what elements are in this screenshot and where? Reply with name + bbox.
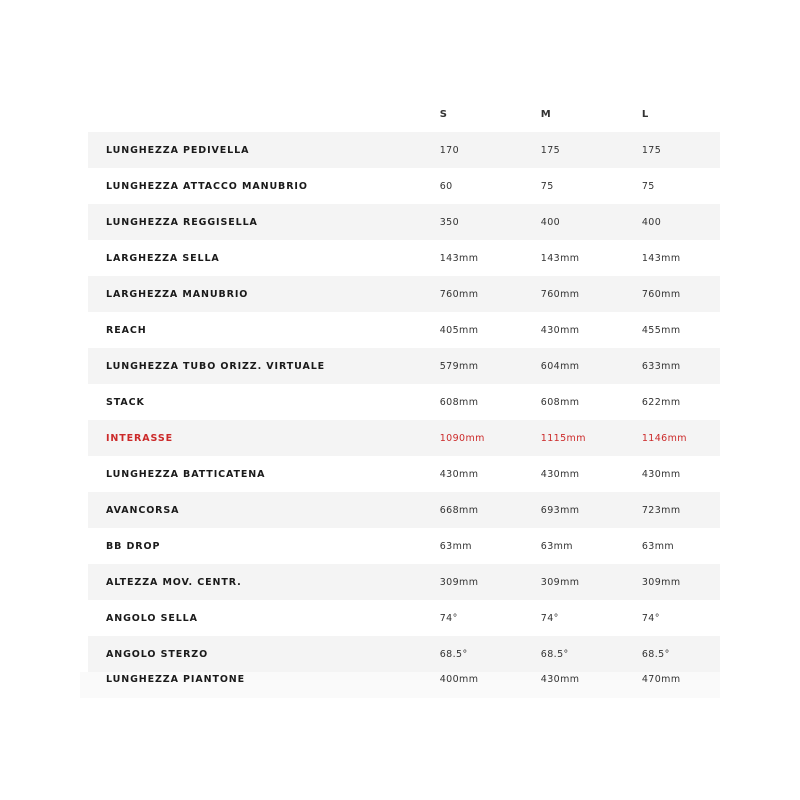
table-row-reach: [80, 312, 720, 348]
value-m: 400: [540, 216, 561, 228]
value-s: 400mm: [439, 674, 479, 685]
row-label: LUNGHEZZA PEDIVELLA: [106, 144, 250, 156]
column-header-s: S: [439, 108, 448, 120]
table-row-interasse: [80, 420, 720, 456]
row-label: ALTEZZA MOV. CENTR.: [106, 576, 242, 588]
value-s: 668mm: [439, 504, 479, 516]
table-row-altezza-mov-centr: [80, 564, 720, 600]
table-row-lunghezza-pedivella: [80, 132, 720, 168]
value-m: 608mm: [540, 396, 580, 408]
row-label: LUNGHEZZA REGGISELLA: [106, 216, 258, 228]
table-row-larghezza-manubrio: [80, 276, 720, 312]
value-s: 1090mm: [439, 432, 485, 444]
table-row-stack: [80, 384, 720, 420]
row-label: AVANCORSA: [106, 504, 180, 516]
value-l: 760mm: [641, 288, 681, 300]
row-label: LUNGHEZZA BATTICATENA: [106, 468, 266, 480]
row-label: INTERASSE: [106, 432, 173, 444]
row-label: LUNGHEZZA ATTACCO MANUBRIO: [106, 180, 308, 192]
value-l: 633mm: [641, 360, 681, 372]
value-m: 74°: [540, 612, 559, 624]
value-l: 1146mm: [641, 432, 687, 444]
table-row-lunghezza-attacco-manubrio: [80, 168, 720, 204]
value-l: 723mm: [641, 504, 681, 516]
value-m: 430mm: [540, 674, 580, 685]
value-s: 63mm: [439, 540, 472, 552]
value-s: 170: [439, 144, 460, 156]
row-label: REACH: [106, 324, 147, 336]
value-m: 1115mm: [540, 432, 586, 444]
value-s: 579mm: [439, 360, 479, 372]
value-s: 143mm: [439, 252, 479, 264]
row-label: STACK: [106, 396, 145, 408]
value-l: 455mm: [641, 324, 681, 336]
value-s: 430mm: [439, 468, 479, 480]
table-row-avancorsa: [80, 492, 720, 528]
table-row-lunghezza-batticatena: [80, 456, 720, 492]
value-l: 470mm: [641, 674, 681, 685]
value-s: 760mm: [439, 288, 479, 300]
table-row-angolo-sella: [80, 600, 720, 636]
table-row-lunghezza-piantone: [80, 672, 720, 698]
value-m: 760mm: [540, 288, 580, 300]
value-l: 143mm: [641, 252, 681, 264]
table-row-lunghezza-tubo-orizz-virtuale: [80, 348, 720, 384]
value-l: 622mm: [641, 396, 681, 408]
row-label: LUNGHEZZA TUBO ORIZZ. VIRTUALE: [106, 360, 326, 372]
row-label: ANGOLO SELLA: [106, 612, 198, 624]
value-s: 350: [439, 216, 460, 228]
column-header-m: M: [540, 108, 552, 120]
value-s: 405mm: [439, 324, 479, 336]
value-m: 75: [540, 180, 554, 192]
value-m: 693mm: [540, 504, 580, 516]
row-label: LUNGHEZZA PIANTONE: [106, 674, 246, 685]
value-l: 68.5°: [641, 648, 670, 660]
value-s: 309mm: [439, 576, 479, 588]
value-l: 400: [641, 216, 662, 228]
table-row-angolo-sterzo: [80, 636, 720, 672]
value-l: 63mm: [641, 540, 675, 552]
value-s: 608mm: [439, 396, 479, 408]
table-row-larghezza-sella: [80, 240, 720, 276]
value-l: 430mm: [641, 468, 681, 480]
value-s: 60: [439, 180, 453, 192]
value-m: 68.5°: [540, 648, 569, 660]
row-label: LARGHEZZA MANUBRIO: [106, 288, 249, 300]
value-s: 68.5°: [439, 648, 468, 660]
value-m: 143mm: [540, 252, 580, 264]
geometry-table: [80, 96, 720, 698]
value-s: 74°: [439, 612, 458, 624]
row-label: ANGOLO STERZO: [106, 648, 209, 660]
row-label: LARGHEZZA SELLA: [106, 252, 220, 264]
value-m: 430mm: [540, 324, 580, 336]
table-row-lunghezza-reggisella: [80, 204, 720, 240]
table-header: [80, 96, 720, 132]
value-l: 309mm: [641, 576, 681, 588]
value-l: 74°: [641, 612, 660, 624]
value-m: 63mm: [540, 540, 573, 552]
value-m: 309mm: [540, 576, 580, 588]
table-row-bb-drop: [80, 528, 720, 564]
column-header-l: L: [641, 108, 649, 120]
value-m: 604mm: [540, 360, 580, 372]
value-l: 75: [641, 180, 655, 192]
value-m: 430mm: [540, 468, 580, 480]
row-label: BB DROP: [106, 540, 161, 552]
value-l: 175: [641, 144, 662, 156]
value-m: 175: [540, 144, 561, 156]
